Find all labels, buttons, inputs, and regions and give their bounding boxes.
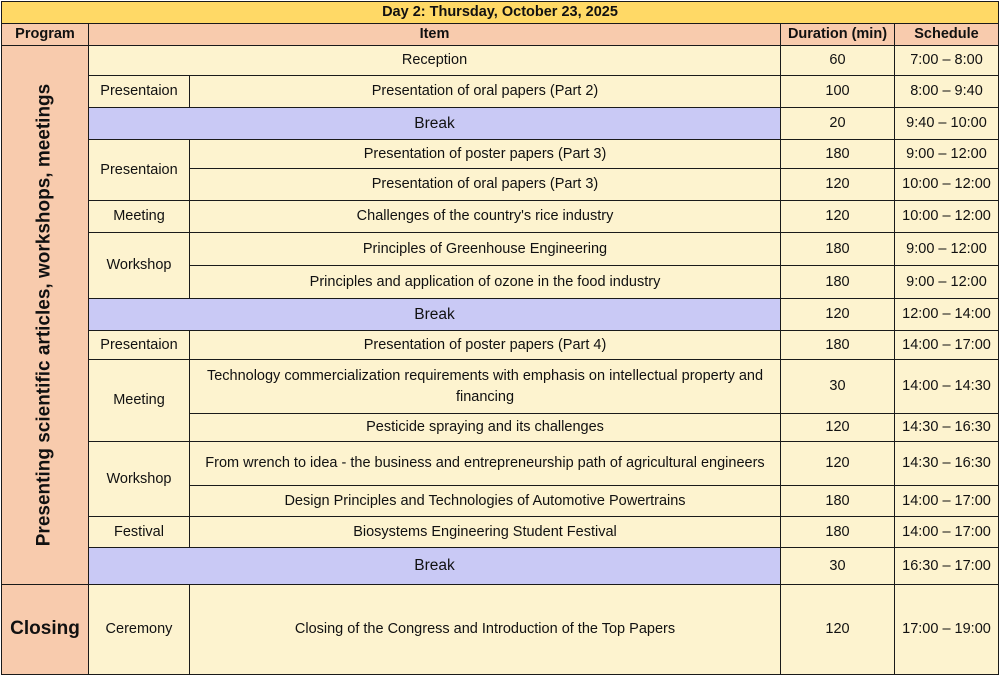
type-cell: Festival bbox=[89, 517, 190, 548]
duration-cell: 120 bbox=[781, 299, 895, 331]
duration-cell: 180 bbox=[781, 331, 895, 360]
schedule-table bbox=[1, 1, 999, 675]
item-cell: Presentation of oral papers (Part 3) bbox=[190, 169, 781, 201]
duration-cell: 120 bbox=[781, 442, 895, 486]
schedule-cell: 14:00 – 14:30 bbox=[895, 360, 999, 414]
item-cell: Presentation of oral papers (Part 2) bbox=[190, 76, 781, 108]
program-main-label: Presenting scientific articles, workshops, meetings bbox=[33, 83, 55, 547]
break-row bbox=[2, 548, 999, 585]
table-row bbox=[2, 140, 999, 169]
schedule-cell: 9:00 – 12:00 bbox=[895, 233, 999, 266]
schedule-cell: 14:00 – 17:00 bbox=[895, 517, 999, 548]
schedule-cell: 16:30 – 17:00 bbox=[895, 548, 999, 585]
item-cell: Closing of the Congress and Introduction of the Top Papers bbox=[190, 585, 781, 675]
schedule-cell: 14:30 – 16:30 bbox=[895, 442, 999, 486]
program-main-cell bbox=[2, 46, 89, 585]
table-row bbox=[2, 201, 999, 233]
item-cell: Principles of Greenhouse Engineering bbox=[190, 233, 781, 266]
type-cell: Presentaion bbox=[89, 331, 190, 360]
schedule-cell: 14:00 – 17:00 bbox=[895, 486, 999, 517]
duration-cell: 180 bbox=[781, 486, 895, 517]
header-duration: Duration (min) bbox=[781, 24, 895, 46]
item-cell: From wrench to idea - the business and entrepreneurship path of agricultural engineers bbox=[190, 442, 781, 486]
duration-cell: 100 bbox=[781, 76, 895, 108]
table-row bbox=[2, 442, 999, 486]
header-program: Program bbox=[2, 24, 89, 46]
table-row bbox=[2, 331, 999, 360]
schedule-cell: 9:00 – 12:00 bbox=[895, 140, 999, 169]
header-schedule: Schedule bbox=[895, 24, 999, 46]
type-cell: Presentaion bbox=[89, 76, 190, 108]
duration-cell: 30 bbox=[781, 548, 895, 585]
item-cell: Presentation of poster papers (Part 4) bbox=[190, 331, 781, 360]
table-title: Day 2: Thursday, October 23, 2025 bbox=[2, 2, 999, 24]
schedule-cell: 17:00 – 19:00 bbox=[895, 585, 999, 675]
schedule-cell: 12:00 – 14:00 bbox=[895, 299, 999, 331]
table-row bbox=[2, 585, 999, 675]
duration-cell: 180 bbox=[781, 140, 895, 169]
duration-cell: 30 bbox=[781, 360, 895, 414]
type-cell: Workshop bbox=[89, 233, 190, 299]
schedule-cell: 14:30 – 16:30 bbox=[895, 414, 999, 442]
type-cell: Meeting bbox=[89, 201, 190, 233]
schedule-cell: 8:00 – 9:40 bbox=[895, 76, 999, 108]
table-row bbox=[2, 360, 999, 414]
duration-cell: 120 bbox=[781, 169, 895, 201]
duration-cell: 180 bbox=[781, 266, 895, 299]
duration-cell: 180 bbox=[781, 517, 895, 548]
item-cell: Challenges of the country's rice industry bbox=[190, 201, 781, 233]
schedule-cell: 10:00 – 12:00 bbox=[895, 201, 999, 233]
duration-cell: 180 bbox=[781, 233, 895, 266]
break-cell: Break bbox=[89, 108, 781, 140]
item-cell: Reception bbox=[89, 46, 781, 76]
item-cell: Design Principles and Technologies of Automotive Powertrains bbox=[190, 486, 781, 517]
item-cell: Biosystems Engineering Student Festival bbox=[190, 517, 781, 548]
header-row bbox=[2, 24, 999, 46]
item-cell: Presentation of poster papers (Part 3) bbox=[190, 140, 781, 169]
duration-cell: 60 bbox=[781, 46, 895, 76]
schedule-cell: 14:00 – 17:00 bbox=[895, 331, 999, 360]
type-cell: Ceremony bbox=[89, 585, 190, 675]
table-row bbox=[2, 76, 999, 108]
type-cell: Presentaion bbox=[89, 140, 190, 201]
table-row bbox=[2, 517, 999, 548]
program-closing-cell: Closing bbox=[2, 585, 89, 675]
schedule-cell: 9:00 – 12:00 bbox=[895, 266, 999, 299]
table-row bbox=[2, 233, 999, 266]
break-cell: Break bbox=[89, 299, 781, 331]
break-cell: Break bbox=[89, 548, 781, 585]
schedule-cell: 9:40 – 10:00 bbox=[895, 108, 999, 140]
item-cell: Technology commercialization requirements with emphasis on intellectual property and financing bbox=[190, 360, 781, 414]
duration-cell: 120 bbox=[781, 414, 895, 442]
break-row bbox=[2, 299, 999, 331]
item-cell: Pesticide spraying and its challenges bbox=[190, 414, 781, 442]
type-cell: Meeting bbox=[89, 360, 190, 442]
item-cell: Principles and application of ozone in the food industry bbox=[190, 266, 781, 299]
duration-cell: 120 bbox=[781, 585, 895, 675]
duration-cell: 120 bbox=[781, 201, 895, 233]
title-row bbox=[2, 2, 999, 24]
type-cell: Workshop bbox=[89, 442, 190, 517]
schedule-cell: 10:00 – 12:00 bbox=[895, 169, 999, 201]
duration-cell: 20 bbox=[781, 108, 895, 140]
break-row bbox=[2, 108, 999, 140]
schedule-cell: 7:00 – 8:00 bbox=[895, 46, 999, 76]
table-row bbox=[2, 46, 999, 76]
header-item: Item bbox=[89, 24, 781, 46]
